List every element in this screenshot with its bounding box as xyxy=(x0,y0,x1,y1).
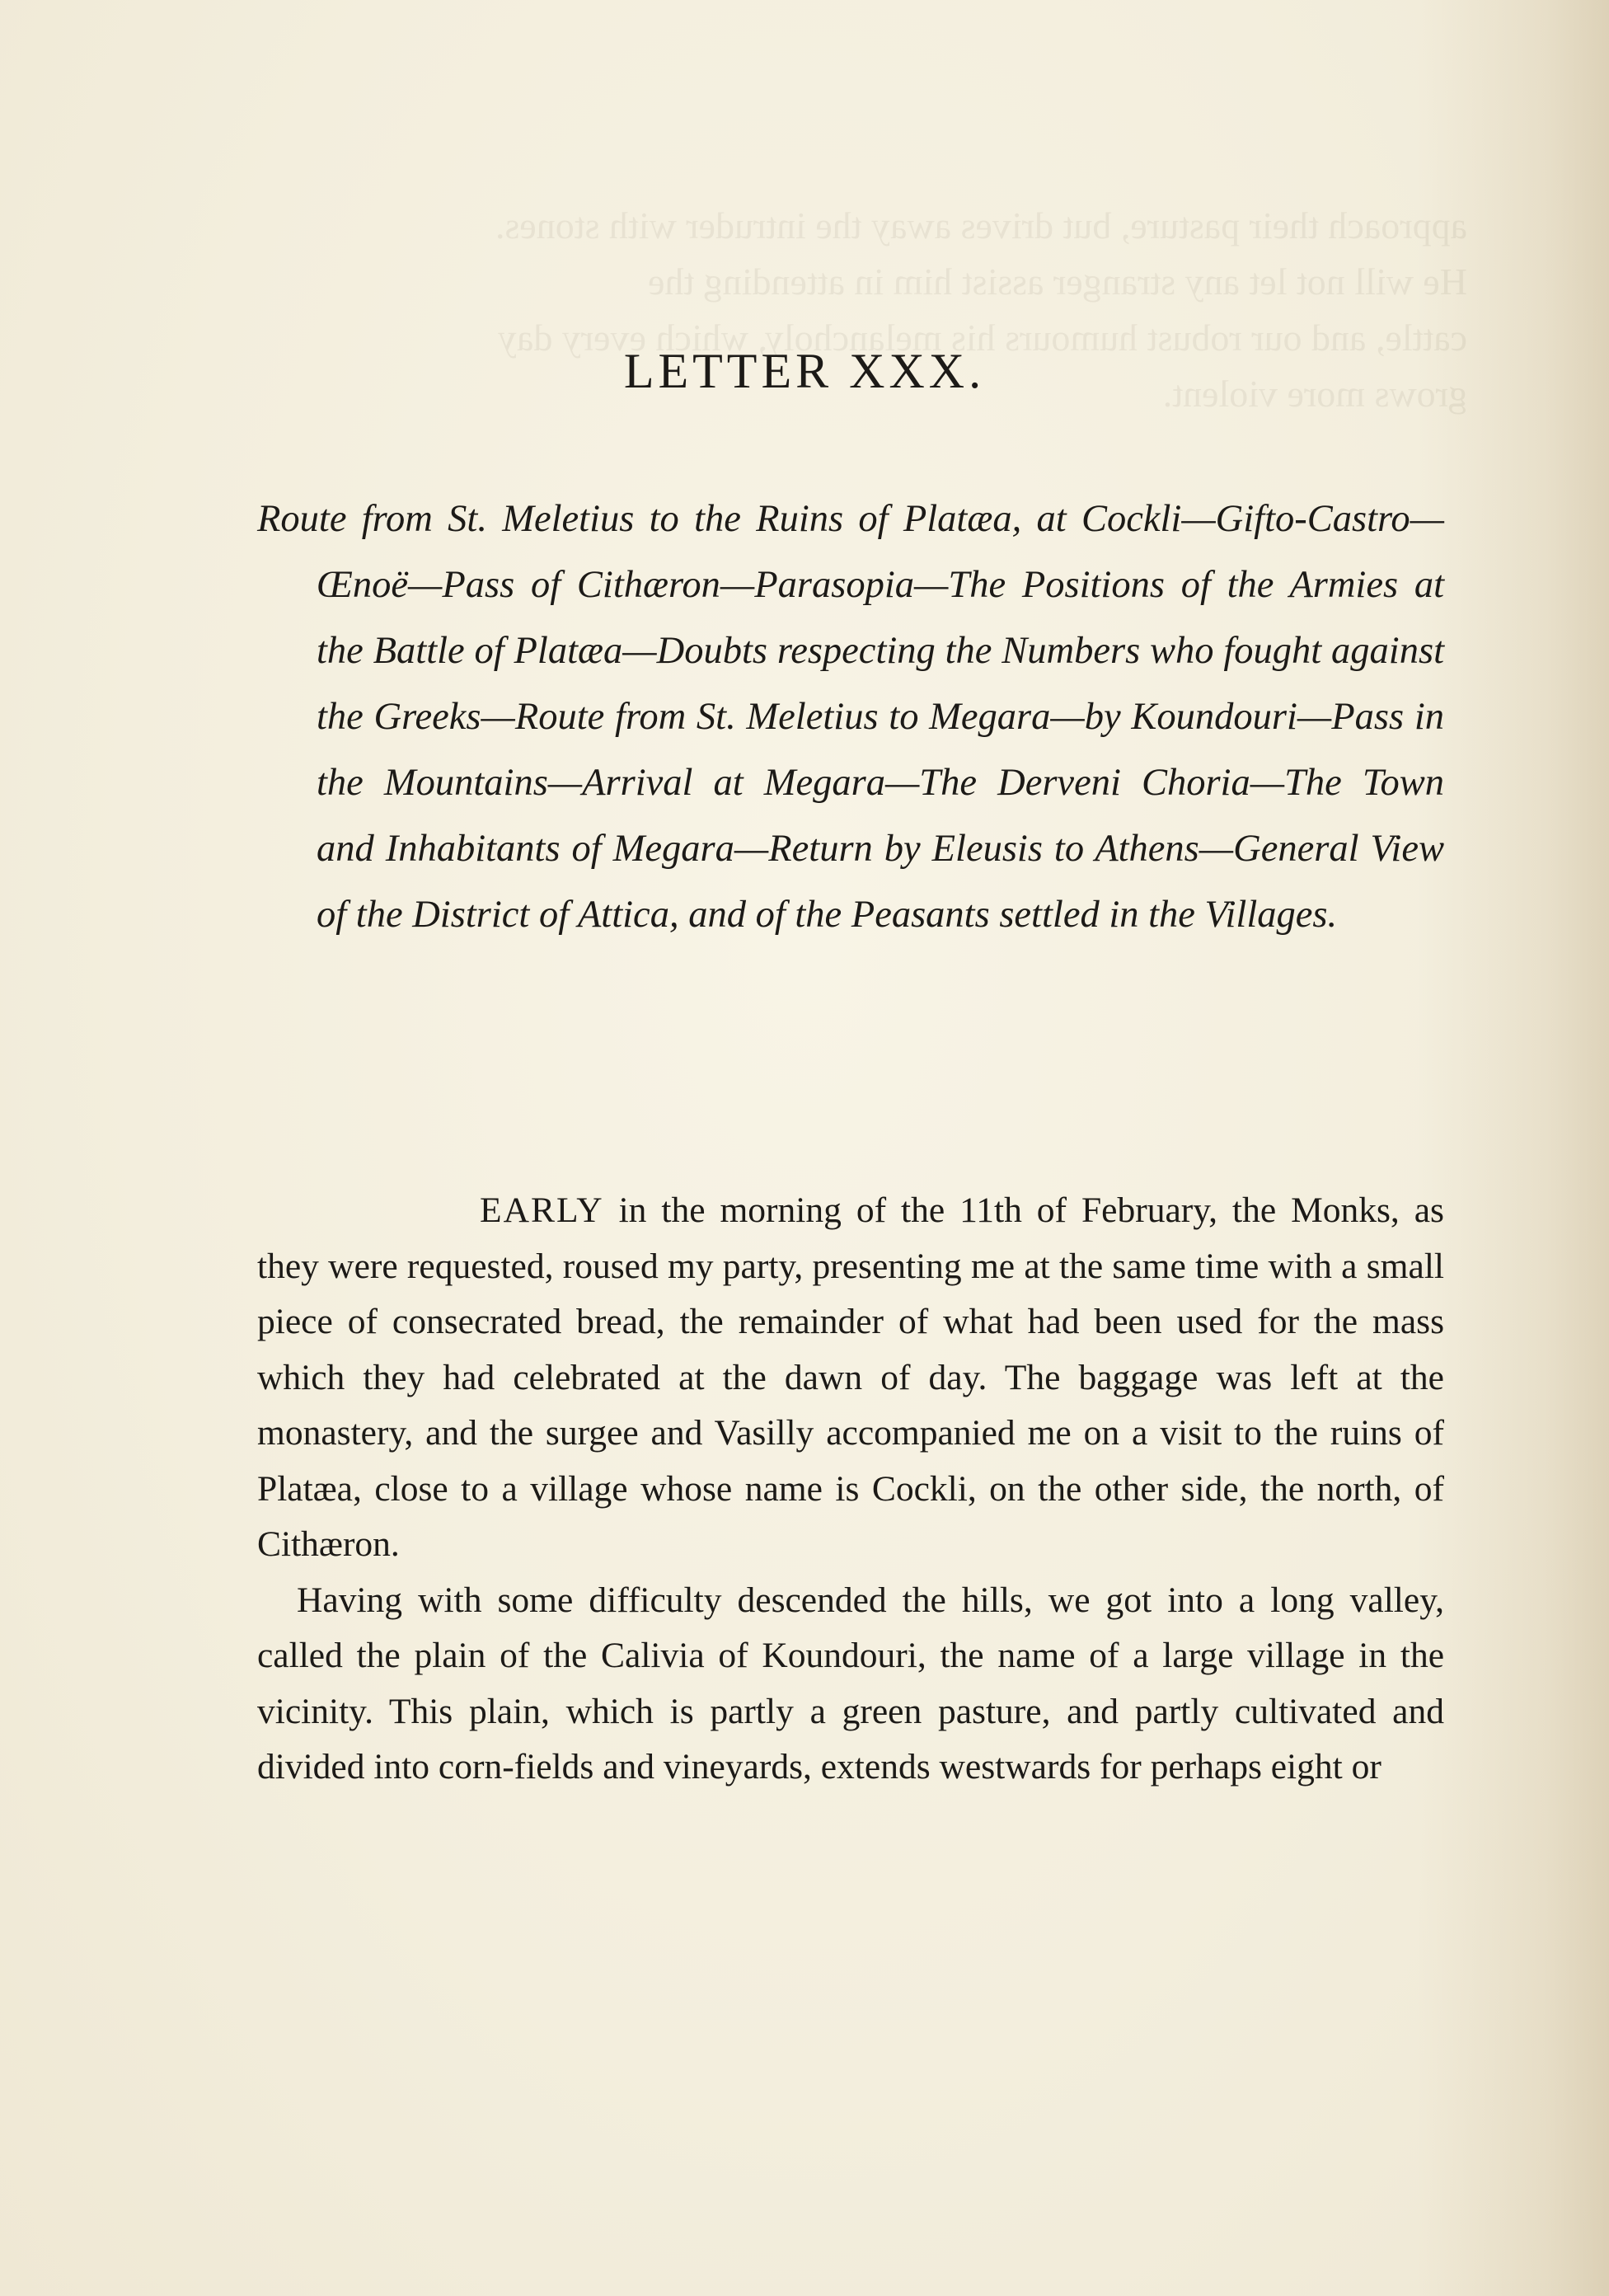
chapter-summary: Route from St. Meletius to the Ruins of Platæa, at Cockli—Gifto-Castro—Œnoë—Pass of Cithæron—Parasopia—The Positions of the Armies at the Battle of Platæa—Doubts respecting the Numbers who fought against the Greeks—Route from St. Meletius to Megara—by Koundouri—Pass in the Mountains—Arrival at Megara—The Derveni Choria—The Town and Inhabitants of Megara—Return by Eleusis to Athens—General View of the District of Attica, and of the Peasants settled in the Villages. xyxy=(257,498,1444,936)
body-text xyxy=(257,1183,1444,1796)
show-through-texture: approach their pasture, but drives away the intruder with stones. He will not let any stranger assist him in attending the cattle, and our robust humours his melancholy, which every day grows more violent. xyxy=(495,204,1467,415)
paragraph-1-lead: EARLY xyxy=(480,1190,604,1230)
paragraph-2: Having with some difficulty descended the hills, we got into a long valley, called the plain of the Calivia of Koundouri, the name of a large village in the vicinity. This plain, which is partly a green pasture, and partly cultivated and divided into corn-fields and vineyards, extends westwards for perhaps eight or xyxy=(257,1580,1444,1787)
paragraph-1 xyxy=(257,1183,1444,1573)
letter-heading: LETTER XXX. xyxy=(623,344,986,398)
paragraph-1-text: in the morning of the 11th of February, the Monks, as they were requested, roused my party, presenting me at the same time with a small piece of consecrated bread, the remainder of what had been used for the mass which they had celebrated at the dawn of day. The baggage was left at the monastery, and the surgee and Vasilly accompanied me on a visit to the ruins of Platæa, close to a village whose name is Cockli, on the other side, the north, of Cithæron. xyxy=(257,1190,1444,1564)
